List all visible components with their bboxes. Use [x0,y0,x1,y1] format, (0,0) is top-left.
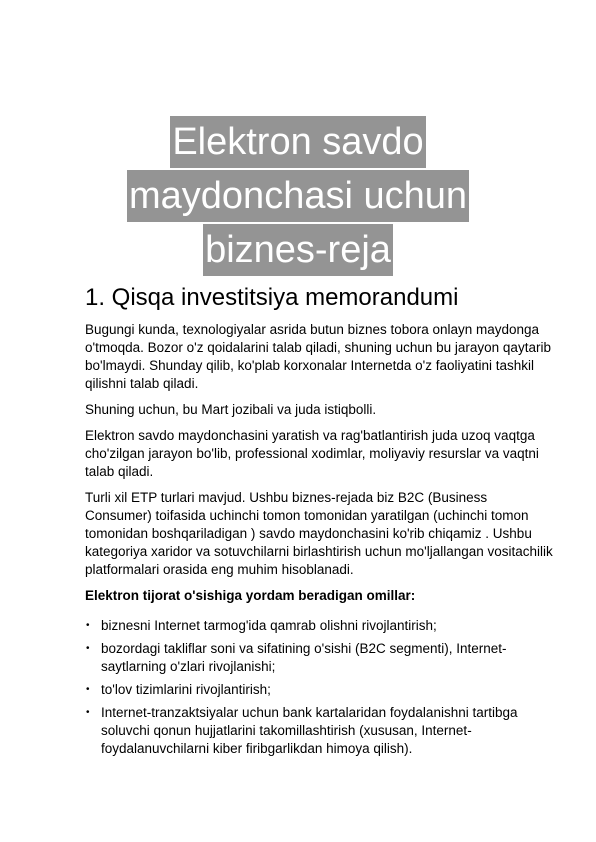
list-item-text: to'lov tizimlarini rivojlantirish; [101,682,271,697]
list-item-text: bozordagi takliflar soni va sifatining o'sishi (B2C segmenti), Internet-saytlarning o'zlari rivojlanishi; [101,641,507,674]
list-item-text: biznesni Internet tarmog'ida qamrab olishni rivojlantirish; [101,618,437,633]
list-item [85,681,555,699]
bullet-icon: • [86,707,90,718]
paragraph-1: Bugungi kunda, texnologiyalar asrida butun biznes tobora onlayn maydonga o'tmoqda. Bozor o'z qoidalarini talab qiladi, shuning uchun bu jarayon qaytarib bo'lmaydi. Shunday qilib, ko'plab korxonalar Internetda o'z faoliyatini tashkil qilishni talab qiladi. [85,322,551,391]
list-item [85,640,555,676]
list-item-text: Internet-tranzaktsiyalar uchun bank kartalaridan foydalanishni tartibga soluvchi qonun hujjatlarini takomillashtirish (xususan, Internet-foydalanuvchilarni kiber firibgarlikdan himoya qilish). [101,705,518,756]
document-body [85,321,555,763]
document-title [0,116,596,278]
factors-heading: Elektron tijorat o'sishiga yordam beradigan omillar: [85,588,416,603]
title-line-1: Elektron savdo [170,116,425,168]
title-line-3: biznes-reja [203,224,393,276]
paragraph-2: Shuning uchun, bu Mart jozibali va juda istiqbolli. [85,402,377,417]
factors-list [85,617,555,758]
bullet-icon: • [86,684,90,695]
list-item [85,704,555,758]
bullet-icon: • [86,620,90,631]
bullet-icon: • [86,643,90,654]
title-line-2: maydonchasi uchun [127,170,469,222]
list-item [85,617,555,635]
section-heading: 1. Qisqa investitsiya memorandumi [85,284,459,311]
paragraph-4: Turli xil ETP turlari mavjud. Ushbu biznes-rejada biz B2C (Business Consumer) toifasida uchinchi tomon tomonidan yaratilgan (uchinchi tomon tomonidan boshqariladigan ) savdo maydonchasini ko'rib chiqamiz . Ushbu kategoriya xaridor va sotuvchilarni birlashtirish uchun mo'ljallangan vositachilik platformalari orasida eng muhim hisoblanadi. [85,490,553,577]
paragraph-3: Elektron savdo maydonchasini yaratish va rag'batlantirish juda uzoq vaqtga cho'zilgan jarayon bo'lib, professional xodimlar, moliyaviy resurslar va vaqtni talab qiladi. [85,428,539,479]
